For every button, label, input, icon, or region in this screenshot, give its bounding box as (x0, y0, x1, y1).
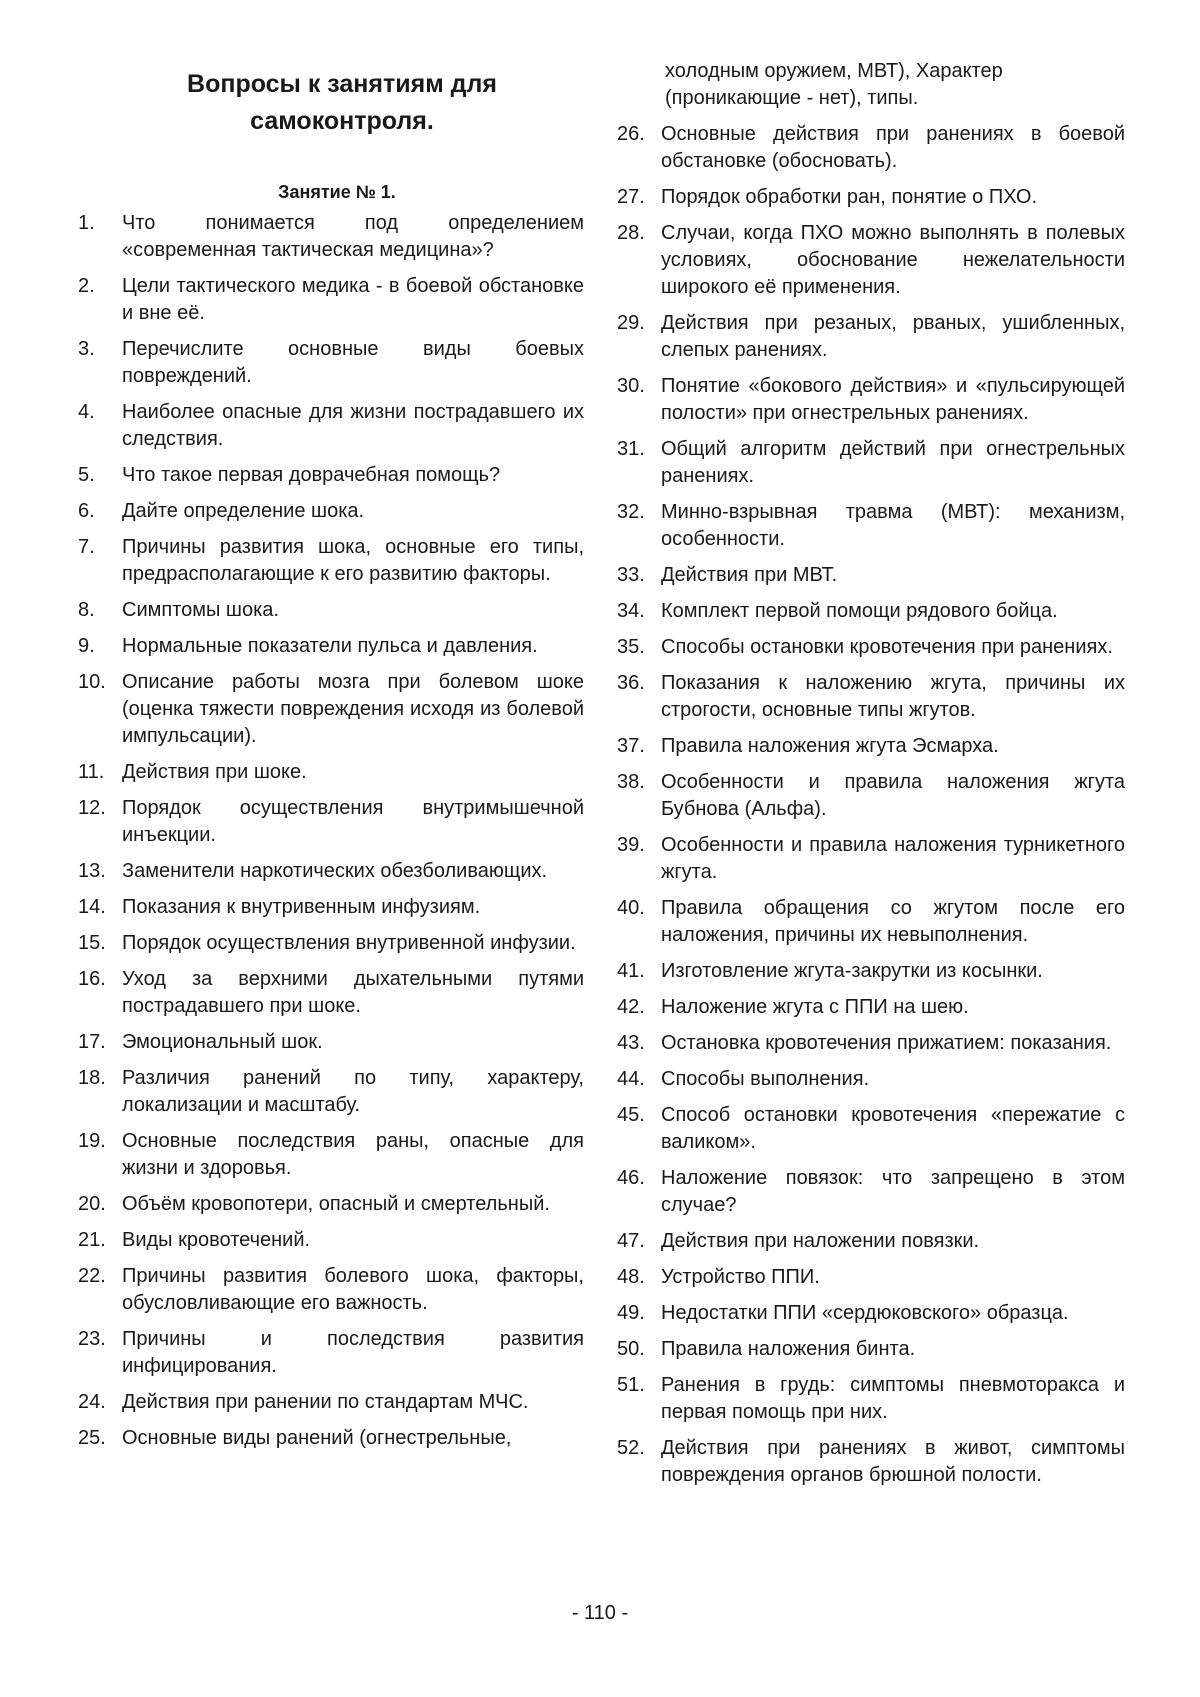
question-item (617, 895, 1125, 949)
question-text: Различия ранений по типу, характеру, локализации и масштабу. (122, 1067, 584, 1116)
question-number: 21. (78, 1229, 106, 1251)
question-text: Основные виды ранений (огнестрельные, (122, 1427, 512, 1449)
question-text: Понятие «бокового действия» и «пульсирующей полости» при огнестрельных ранениях. (661, 375, 1125, 424)
question-item (78, 633, 584, 660)
question-text: Нормальные показатели пульса и давления. (122, 635, 538, 657)
question-text: Перечислите основные виды боевых повреждений. (122, 338, 584, 387)
question-item (78, 1227, 584, 1254)
question-number: 7. (78, 536, 95, 558)
question-number: 37. (617, 735, 645, 757)
question-item (78, 336, 584, 390)
question-text: Симптомы шока. (122, 599, 279, 621)
question-number: 26. (617, 123, 645, 145)
question-number: 22. (78, 1265, 106, 1287)
question-text: Особенности и правила наложения жгута Бубнова (Альфа). (661, 771, 1125, 820)
question-item (78, 1389, 584, 1416)
question-number: 39. (617, 834, 645, 856)
question-item (78, 894, 584, 921)
question-number: 36. (617, 672, 645, 694)
question-text: Порядок осуществления внутримышечной инъекции. (122, 797, 584, 846)
question-text: Изготовление жгута-закрутки из косынки. (661, 960, 1043, 982)
question-text: Действия при шоке. (122, 761, 307, 783)
question-number: 33. (617, 564, 645, 586)
question-text: Причины и последствия развития инфицирования. (122, 1328, 584, 1377)
question-number: 11. (78, 761, 105, 783)
question-item (78, 534, 584, 588)
question-number: 3. (78, 338, 95, 360)
question-text: Наиболее опасные для жизни пострадавшего их следствия. (122, 401, 584, 450)
question-text: Наложение жгута с ППИ на шею. (661, 996, 969, 1018)
question-number: 31. (617, 438, 645, 460)
question-number: 50. (617, 1338, 645, 1360)
page-title-line-1: Вопросы к занятиям для (187, 70, 497, 98)
question-number: 27. (617, 186, 645, 208)
question-number: 16. (78, 968, 106, 990)
question-text: Способы выполнения. (661, 1068, 870, 1090)
question-text: Правила наложения бинта. (661, 1338, 916, 1360)
question-text: Описание работы мозга при болевом шоке (оценка тяжести повреждения исходя из болевой импульсации). (122, 671, 584, 747)
question-number: 20. (78, 1193, 106, 1215)
question-text: Виды кровотечений. (122, 1229, 311, 1251)
question-item (617, 994, 1125, 1021)
question-item (617, 310, 1125, 364)
question-item (78, 273, 584, 327)
question-number: 18. (78, 1067, 106, 1089)
question-text: Порядок осуществления внутривенной инфузии. (122, 932, 576, 954)
question-item (78, 1128, 584, 1182)
question-item (617, 220, 1125, 301)
question-list-left (78, 210, 584, 1452)
question-number: 49. (617, 1302, 645, 1324)
question-text: Эмоциональный шок. (122, 1031, 323, 1053)
question-text: Остановка кровотечения прижатием: показания. (661, 1032, 1112, 1054)
question-item (617, 769, 1125, 823)
question-number: 51. (617, 1374, 645, 1396)
question-item (78, 1191, 584, 1218)
question-number: 4. (78, 401, 95, 423)
question-item (617, 184, 1125, 211)
question-list-right (617, 58, 1125, 1489)
left-column (78, 58, 584, 1461)
question-item (617, 1435, 1125, 1489)
question-number: 9. (78, 635, 95, 657)
question-number: 24. (78, 1391, 106, 1413)
question-number: 43. (617, 1032, 645, 1054)
question-text: Основные последствия раны, опасные для жизни и здоровья. (122, 1130, 584, 1179)
question-item (78, 858, 584, 885)
question-item (617, 499, 1125, 553)
question-text: Действия при наложении повязки. (661, 1230, 980, 1252)
question-item (617, 1300, 1125, 1327)
question-item (78, 669, 584, 750)
question-number: 8. (78, 599, 95, 621)
question-item (617, 1030, 1125, 1057)
question-item (617, 1102, 1125, 1156)
question-text: Общий алгоритм действий при огнестрельных ранениях. (661, 438, 1125, 487)
question-item (78, 498, 584, 525)
question-text: Дайте определение шока. (122, 500, 365, 522)
question-text: Правила наложения жгута Эсмарха. (661, 735, 999, 757)
question-item (78, 966, 584, 1020)
question-text: Причины развития шока, основные его типы, предрасполагающие к его развитию факторы. (122, 536, 584, 585)
question-item (78, 1029, 584, 1056)
question-number: 23. (78, 1328, 106, 1350)
question-item (617, 121, 1125, 175)
question-item (78, 597, 584, 624)
question-number: 32. (617, 501, 645, 523)
question-item (617, 1336, 1125, 1363)
question-number: 28. (617, 222, 645, 244)
question-text: Действия при МВТ. (661, 564, 838, 586)
question-text: Основные действия при ранениях в боевой обстановке (обосновать). (661, 123, 1125, 172)
question-text: Устройство ППИ. (661, 1266, 820, 1288)
question-text: Порядок обработки ран, понятие о ПХО. (661, 186, 1038, 208)
question-text: Наложение повязок: что запрещено в этом случае? (661, 1167, 1125, 1216)
question-item (78, 462, 584, 489)
question-text: Действия при ранениях в живот, симптомы повреждения органов брюшной полости. (661, 1437, 1125, 1486)
question-number: 40. (617, 897, 645, 919)
question-text: Объём кровопотери, опасный и смертельный. (122, 1193, 550, 1215)
question-number: 45. (617, 1104, 645, 1126)
question-item (78, 930, 584, 957)
question-text: Цели тактического медика - в боевой обстановке и вне её. (122, 275, 584, 324)
question-item (617, 1228, 1125, 1255)
question-text: Действия при резаных, рваных, ушибленных, слепых ранениях. (661, 312, 1125, 361)
question-item (617, 373, 1125, 427)
question-number: 42. (617, 996, 645, 1018)
question-number: 19. (78, 1130, 106, 1152)
question-text: Особенности и правила наложения турникетного жгута. (661, 834, 1125, 883)
question-item (78, 1425, 584, 1452)
question-number: 30. (617, 375, 645, 397)
question-number: 44. (617, 1068, 645, 1090)
question-text: Действия при ранении по стандартам МЧС. (122, 1391, 529, 1413)
question-number: 2. (78, 275, 95, 297)
question-text: Минно-взрывная травма (МВТ): механизм, особенности. (661, 501, 1125, 550)
question-number: 5. (78, 464, 95, 486)
question-number: 35. (617, 636, 645, 658)
question-number: 10. (78, 671, 106, 693)
question-number: 6. (78, 500, 95, 522)
question-item (78, 399, 584, 453)
question-item (617, 1264, 1125, 1291)
question-number: 34. (617, 600, 645, 622)
question-item (78, 210, 584, 264)
question-text: Способы остановки кровотечения при ранениях. (661, 636, 1113, 658)
question-item (617, 1066, 1125, 1093)
page-title-line-2: самоконтроля. (250, 107, 434, 135)
question-number: 48. (617, 1266, 645, 1288)
question-text: Правила обращения со жгутом после его наложения, причины их невыполнения. (661, 897, 1125, 946)
question-text: Что понимается под определением «современная тактическая медицина»? (122, 212, 584, 261)
question-number: 38. (617, 771, 645, 793)
question-item (78, 1263, 584, 1317)
question-number: 52. (617, 1437, 645, 1459)
question-item (78, 1326, 584, 1380)
question-item (617, 958, 1125, 985)
question-text: Причины развития болевого шока, факторы, обусловливающие его важность. (122, 1265, 584, 1314)
question-item (617, 1165, 1125, 1219)
right-column (617, 58, 1125, 1498)
question-text: Недостатки ППИ «сердюковского» образца. (661, 1302, 1069, 1324)
question-continuation (617, 58, 1125, 112)
question-number: 13. (78, 860, 106, 882)
question-number: 41. (617, 960, 645, 982)
question-item (78, 795, 584, 849)
question-text: Уход за верхними дыхательными путями пострадавшего при шоке. (122, 968, 584, 1017)
question-text: Что такое первая доврачебная помощь? (122, 464, 501, 486)
question-item (617, 436, 1125, 490)
question-number: 47. (617, 1230, 645, 1252)
question-item (617, 562, 1125, 589)
question-text: Случаи, когда ПХО можно выполнять в полевых условиях, обоснование нежелательности широкого её применения. (661, 222, 1125, 298)
question-text: Комплект первой помощи рядового бойца. (661, 600, 1058, 622)
question-text: Способ остановки кровотечения «пережатие с валиком». (661, 1104, 1125, 1153)
question-continuation-text: холодным оружием, МВТ), Характер (проникающие - нет), типы. (665, 60, 1003, 109)
lesson-heading: Занятие № 1. (278, 182, 396, 202)
question-number: 17. (78, 1031, 106, 1053)
question-text: Заменители наркотических обезболивающих. (122, 860, 548, 882)
question-number: 25. (78, 1427, 106, 1449)
question-item (78, 1065, 584, 1119)
page-title (78, 66, 584, 140)
question-item (617, 670, 1125, 724)
question-text: Показания к внутривенным инфузиям. (122, 896, 481, 918)
question-item (617, 634, 1125, 661)
question-number: 15. (78, 932, 106, 954)
question-text: Показания к наложению жгута, причины их строгости, основные типы жгутов. (661, 672, 1125, 721)
question-item (617, 832, 1125, 886)
page-number: - 110 - (571, 1602, 629, 1624)
question-number: 1. (78, 212, 95, 234)
question-number: 46. (617, 1167, 645, 1189)
question-number: 29. (617, 312, 645, 334)
question-text: Ранения в грудь: симптомы пневмоторакса и первая помощь при них. (661, 1374, 1125, 1423)
question-item (617, 1372, 1125, 1426)
question-item (617, 598, 1125, 625)
question-number: 12. (78, 797, 106, 819)
question-item (617, 733, 1125, 760)
question-item (78, 759, 584, 786)
question-number: 14. (78, 896, 106, 918)
